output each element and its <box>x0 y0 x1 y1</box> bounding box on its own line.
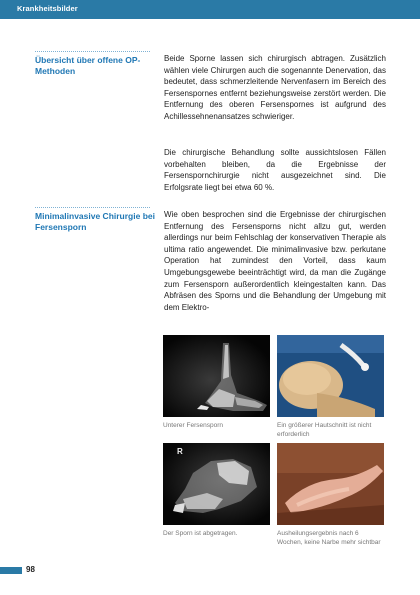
section-heading-text: Übersicht über offene OP-Methoden <box>35 55 141 76</box>
section-heading-open-op <box>35 51 155 77</box>
xray-foot-postop-image <box>163 443 270 525</box>
section-heading-text: Minimalinvasive Chirurgie bei Fersensporn <box>35 211 155 232</box>
surgery-photo-image <box>277 335 384 417</box>
paragraph-minimal-invasive: Wie oben besprochen sind die Ergebnisse der chirurgischen Entfernung des Fersensporns nicht allzu gut, werden allerdings nur beim Fehlschlag der konservativen Therapie als ultima ratio angewendet. Die minimalinvasive bzw. perkutane Operation hat zumindest den Vorteil, dass kaum Umgebungsgewebe beeinträchtigt wird, da man die Zugänge zum Fersensporn außerordentlich kleingestalten kann. Das Abfräsen des Sporns und die Behandlung der Umgebung mit dem Elektro- <box>164 210 386 312</box>
xray-side-marker: R <box>177 447 183 456</box>
heading-rule <box>35 51 150 53</box>
paragraph-open-op-2: Die chirurgische Behandlung sollte aussichtslosen Fällen vorbehalten bleiben, da die Ergebnisse der Fersenspornchirurgie nicht ausgezeichnet sind. Die Erfolgsrate liegt bei etwa 60 %. <box>164 148 386 192</box>
xray-foot-lateral-image <box>163 335 270 417</box>
section-title: Krankheitsbilder <box>17 4 78 13</box>
healed-foot-photo-image <box>277 443 384 525</box>
section-heading-minimal-invasive <box>35 207 155 233</box>
paragraph-open-op-1: Beide Sporne lassen sich chirurgisch abtragen. Zusätzlich wählen viele Chirurgen auch die sogenannte Denervation, das bedeutet, dass schmerzleitende Nervenfasern im Bereich des Fersenspornes entfernt beziehungsweise zerstört werden. Die Entfernung des oberen Fersenspornes ist aufgrund des Achillessehnenansatzes schwieriger. <box>164 54 386 121</box>
heading-rule <box>35 207 150 209</box>
figure-caption: Unterer Fersensporn <box>163 422 223 429</box>
figure-caption: Der Sporn ist abgetragen. <box>163 530 238 537</box>
footer-bar <box>0 567 22 574</box>
figure-caption: Ausheilungsergebnis nach 6 Wochen, keine Narbe mehr sichtbar <box>277 530 381 546</box>
figure-caption: Ein größerer Hautschnitt ist nicht erforderlich <box>277 422 372 438</box>
page-number: 98 <box>26 565 35 574</box>
